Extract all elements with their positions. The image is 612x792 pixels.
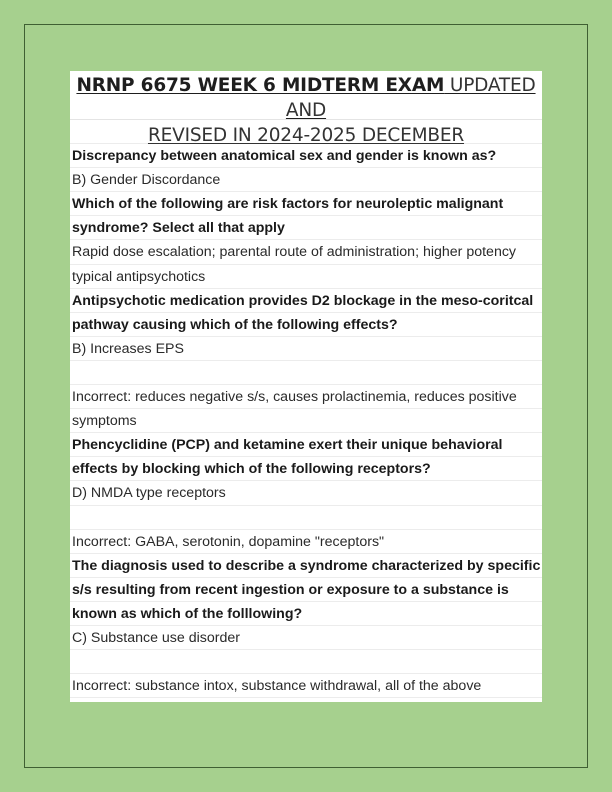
document-page	[70, 71, 542, 702]
blank-line	[70, 650, 542, 674]
question-line: s/s resulting from recent ingestion or exposure to a substance is	[70, 578, 542, 602]
answer-line: D) NMDA type receptors	[70, 481, 542, 505]
question-line: Antipsychotic medication provides D2 blockage in the meso-coritcal	[70, 289, 542, 313]
answer-line: B) Gender Discordance	[70, 168, 542, 192]
answer-line: symptoms	[70, 409, 542, 433]
question-line: pathway causing which of the following effects?	[70, 313, 542, 337]
title-bold-part: NRNP 6675 WEEK 6 MIDTERM EXAM	[76, 75, 445, 96]
blank-line	[70, 506, 542, 530]
answer-line: Incorrect: reduces negative s/s, causes prolactinemia, reduces positive	[70, 385, 542, 409]
document-title	[70, 71, 542, 146]
question-list	[70, 120, 542, 698]
title-line-1	[70, 73, 542, 123]
answer-line: Incorrect: GABA, serotonin, dopamine "receptors"	[70, 530, 542, 554]
question-line: effects by blocking which of the following receptors?	[70, 457, 542, 481]
answer-line: C) Substance use disorder	[70, 626, 542, 650]
question-line: known as which of the folllowing?	[70, 602, 542, 626]
question-line: Which of the following are risk factors for neuroleptic malignant	[70, 192, 542, 216]
answer-line: Incorrect: substance intox, substance withdrawal, all of the above	[70, 674, 542, 698]
title-rest-part: UPDATED AND	[285, 75, 536, 121]
blank-line	[70, 361, 542, 385]
title-line-2: REVISED IN 2024-2025 DECEMBER	[147, 125, 465, 146]
question-line: Discrepancy between anatomical sex and gender is known as?	[70, 144, 542, 168]
question-line: syndrome? Select all that apply	[70, 216, 542, 240]
question-line: Phencyclidine (PCP) and ketamine exert their unique behavioral	[70, 433, 542, 457]
answer-line: B) Increases EPS	[70, 337, 542, 361]
answer-line: typical antipsychotics	[70, 265, 542, 289]
question-line: The diagnosis used to describe a syndrome characterized by specific	[70, 554, 542, 578]
answer-line: Rapid dose escalation; parental route of administration; higher potency	[70, 240, 542, 264]
